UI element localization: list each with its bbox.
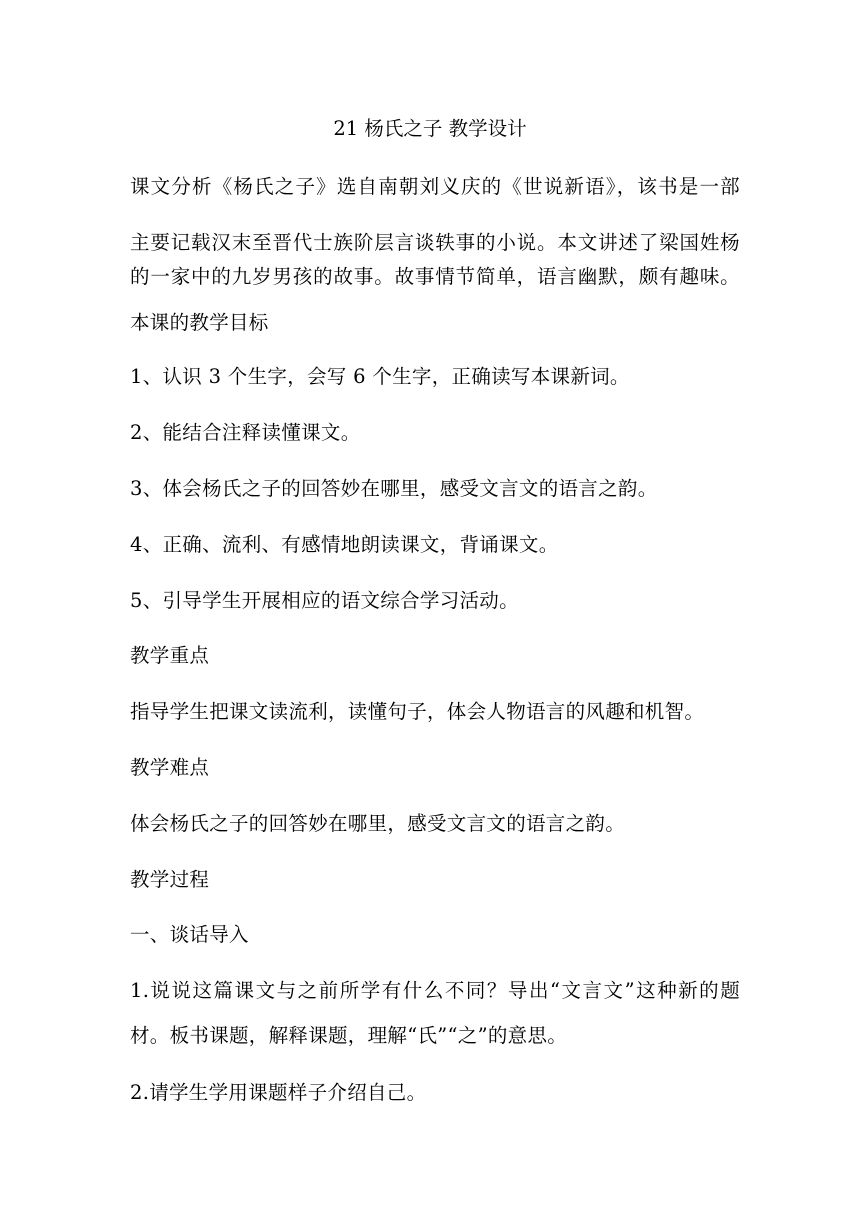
step2-text: 2.请学生学用课题样子介绍自己。 xyxy=(130,1081,427,1104)
goal-item-3: 3、体会杨氏之子的回答妙在哪里，感受文言文的语言之韵。 xyxy=(130,477,658,500)
step1-line-1: 1.说说这篇课文与之前所学有什么不同？导出“文言文”这种新的题 xyxy=(130,979,740,1002)
document-title: 21 杨氏之子 教学设计 xyxy=(333,117,527,140)
goal-item-1: 1、认识 3 个生字，会写 6 个生字，正确读写本课新词。 xyxy=(130,365,630,388)
intro-line-3: 的一家中的九岁男孩的故事。故事情节简单，语言幽默，颇有趣味。 xyxy=(130,265,740,288)
intro-line-1: 课文分析《杨氏之子》选自南朝刘义庆的《世说新语》，该书是一部 xyxy=(130,175,740,198)
goal-item-4: 4、正确、流利、有感情地朗读课文，背诵课文。 xyxy=(130,533,559,556)
goals-heading: 本课的教学目标 xyxy=(130,311,269,334)
goal-item-5: 5、引导学生开展相应的语文综合学习活动。 xyxy=(130,589,519,612)
process-heading: 教学过程 xyxy=(130,868,210,891)
intro-line-2: 主要记载汉末至晋代士族阶层言谈轶事的小说。本文讲述了梁国姓杨 xyxy=(130,231,740,254)
difficulty-heading: 教学难点 xyxy=(130,756,210,779)
goal-item-2: 2、能结合注释读懂课文。 xyxy=(130,421,361,444)
key-points-text: 指导学生把课文读流利，读懂句子，体会人物语言的风趣和机智。 xyxy=(130,700,705,723)
difficulty-text: 体会杨氏之子的回答妙在哪里，感受文言文的语言之韵。 xyxy=(130,812,626,835)
key-points-heading: 教学重点 xyxy=(130,644,210,667)
section-one-heading: 一、谈话导入 xyxy=(130,923,249,946)
step1-line-2: 材。板书课题，解释课题，理解“氏”“之”的意思。 xyxy=(130,1024,568,1047)
